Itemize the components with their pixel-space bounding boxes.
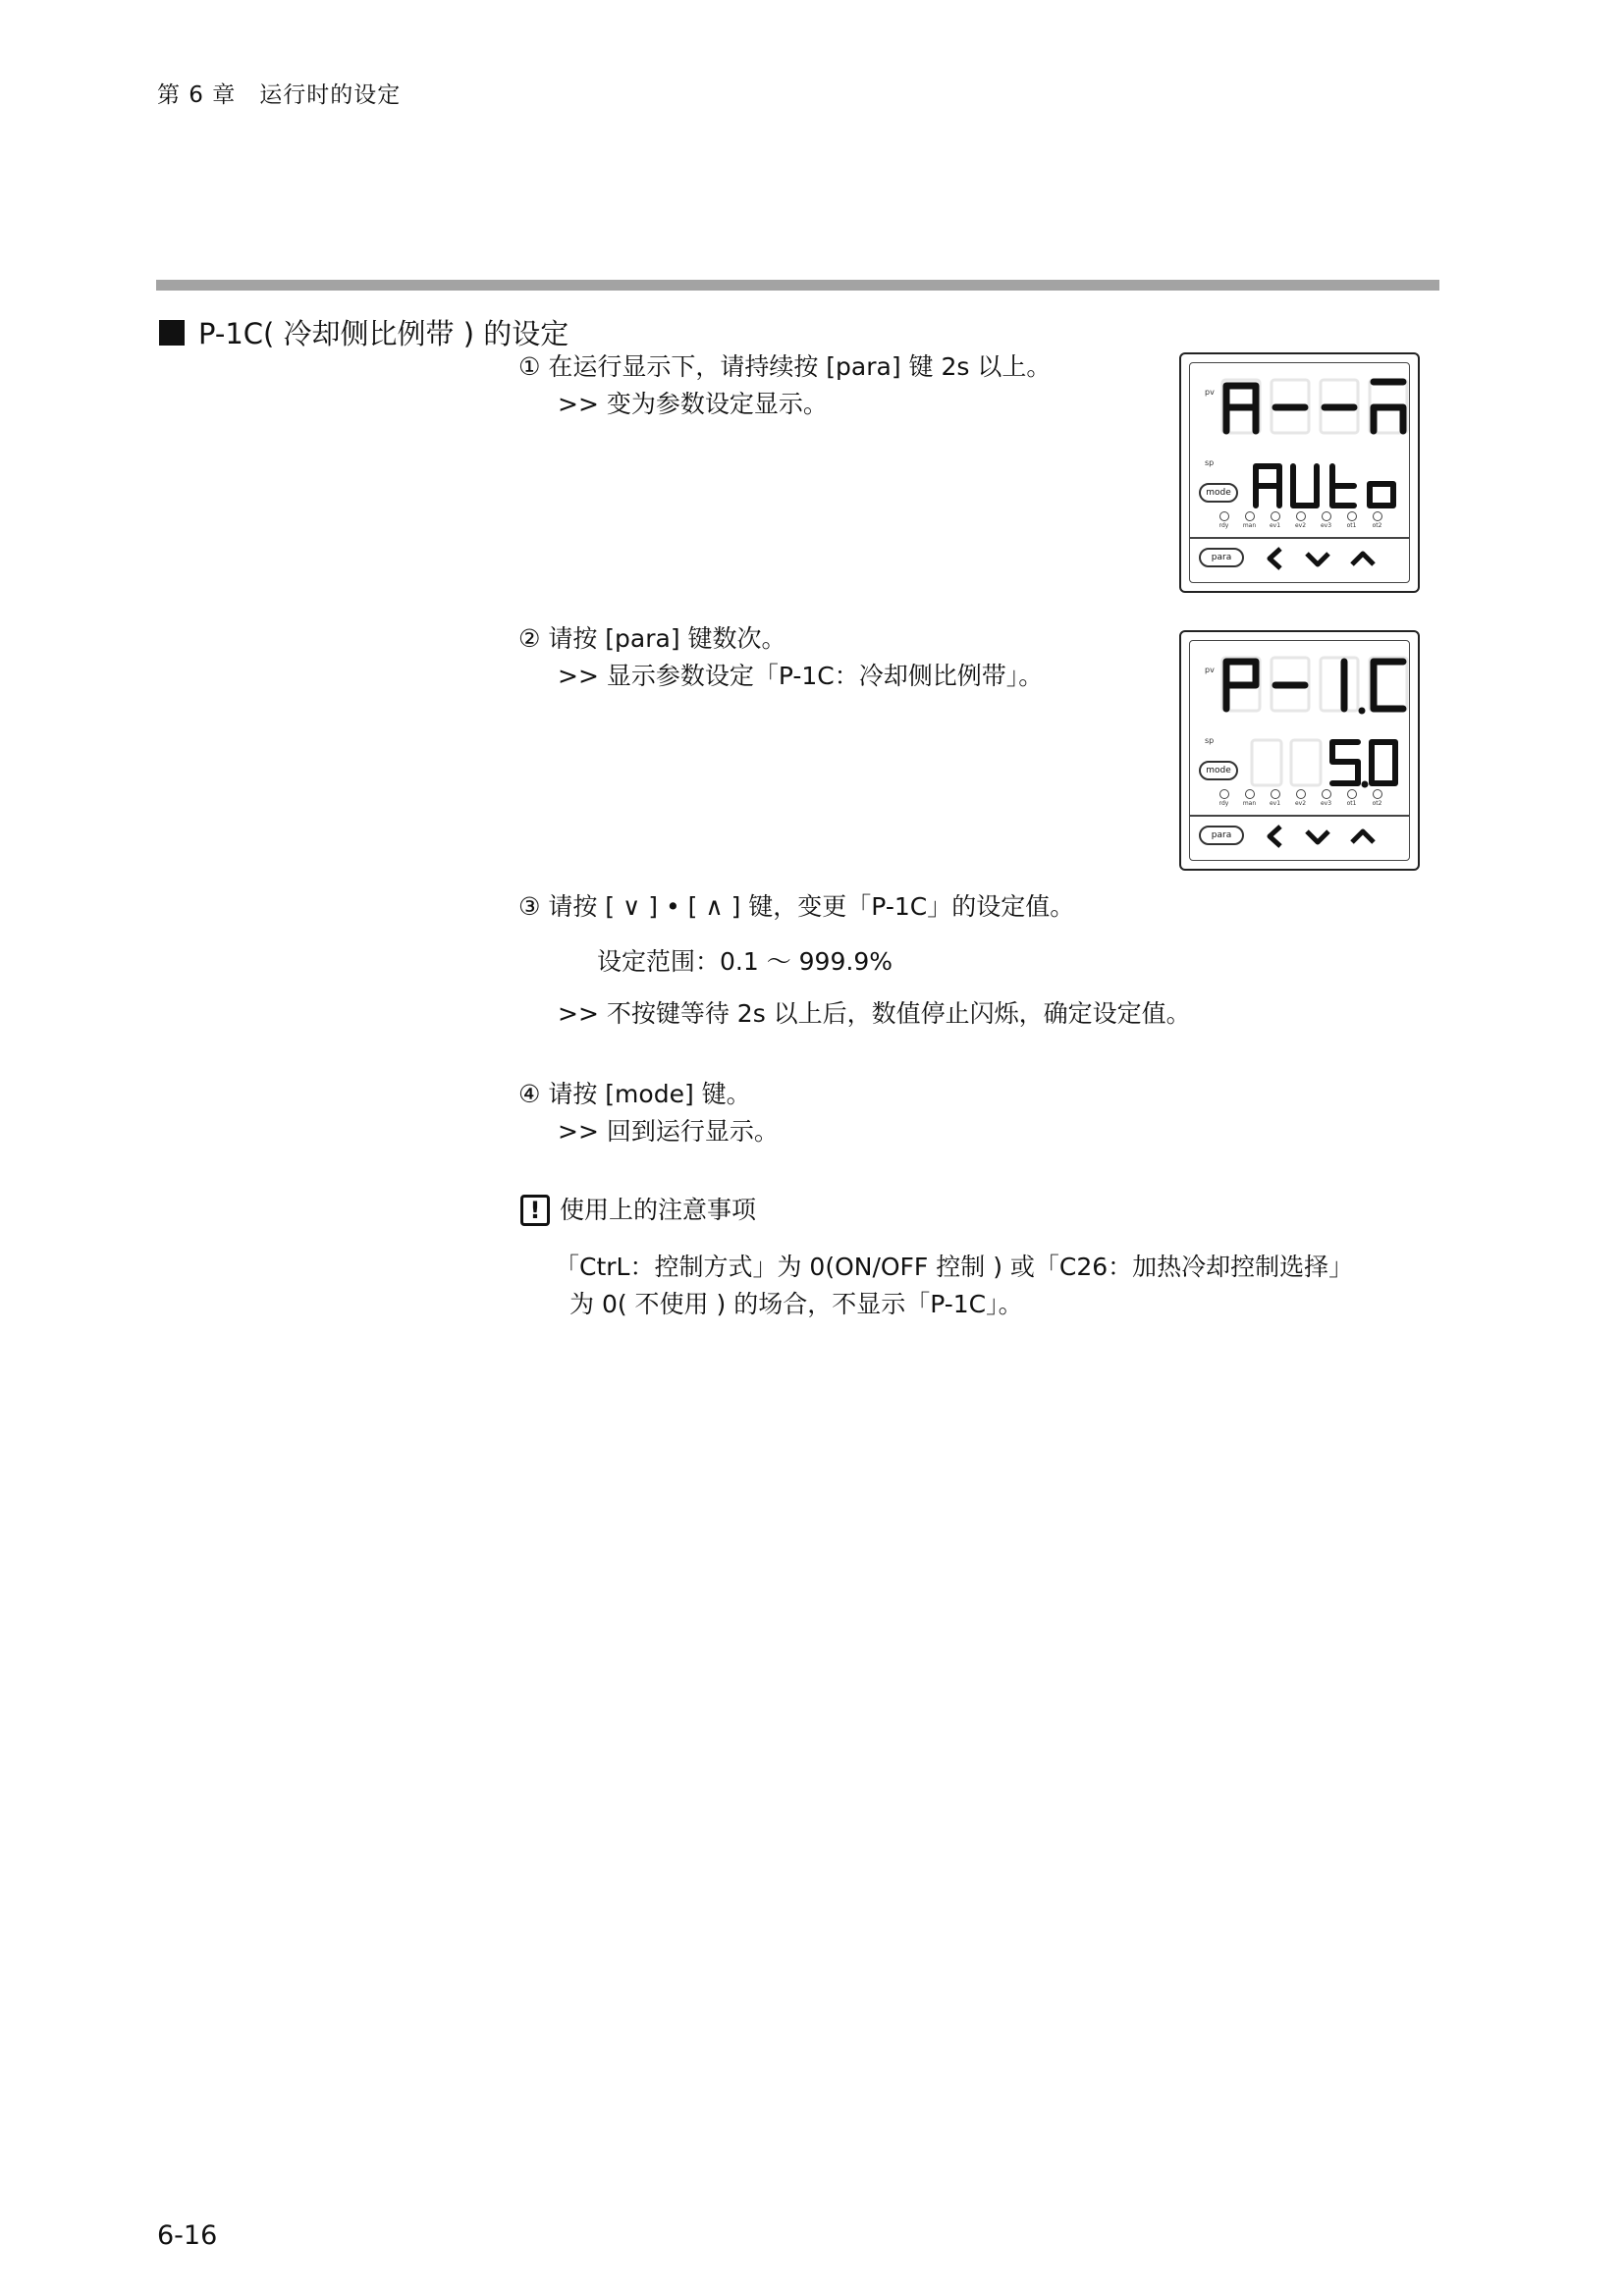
- led-ev3: ev3: [1319, 511, 1333, 529]
- led-ev1: ev1: [1268, 511, 1282, 529]
- mode-button[interactable]: mode: [1199, 483, 1238, 503]
- arrow-keys: [1265, 824, 1377, 849]
- para-button[interactable]: para: [1199, 826, 1244, 845]
- controller-panel-p1c: [1179, 630, 1420, 871]
- sp-label: sp: [1205, 736, 1215, 745]
- bullet-square-icon: [159, 320, 185, 346]
- led-rdy: rdy: [1217, 789, 1231, 807]
- section-divider: [156, 280, 1439, 291]
- led-rdy: rdy: [1217, 511, 1231, 529]
- led-ev1: ev1: [1268, 789, 1282, 807]
- chapter-header: 第 6 章 运行时的设定: [157, 82, 402, 108]
- step-1-main: ① 在运行显示下，请持续按 [para] 键 2s 以上。: [518, 352, 1052, 381]
- led-ev2: ev2: [1293, 511, 1308, 529]
- para-button[interactable]: para: [1199, 548, 1244, 567]
- sp-label: sp: [1205, 458, 1215, 467]
- step-3-result: >> 不按键等待 2s 以上后，数值停止闪烁，确定设定值。: [558, 999, 1191, 1028]
- chevron-up-icon[interactable]: [1349, 824, 1377, 849]
- step-3-main: ③ 请按 [ ∨ ] • [ ∧ ] 键，变更「P-1C」的设定值。: [518, 892, 1075, 921]
- chevron-down-icon[interactable]: [1304, 546, 1331, 571]
- note-line-1: 「CtrL：控制方式」为 0(ON/OFF 控制 ) 或「C26：加热冷却控制选择」: [555, 1253, 1354, 1281]
- step-3-range: 设定范围：0.1 ～ 999.9%: [597, 947, 893, 976]
- section-title: [159, 312, 568, 352]
- mode-button[interactable]: mode: [1199, 761, 1238, 780]
- step-1: [518, 348, 1051, 423]
- step-4-result: >> 回到运行显示。: [558, 1117, 779, 1146]
- pv-label: pv: [1205, 388, 1215, 397]
- status-leds: [1217, 511, 1384, 529]
- chevron-left-icon[interactable]: [1265, 824, 1286, 849]
- chevron-up-icon[interactable]: [1349, 546, 1377, 571]
- sp-display-5-0: [1250, 736, 1407, 789]
- led-ev2: ev2: [1293, 789, 1308, 807]
- arrow-keys: [1265, 546, 1377, 571]
- pv-display-p-1c: [1215, 650, 1411, 719]
- pv-label: pv: [1205, 666, 1215, 674]
- step-2-result: >> 显示参数设定「P-1C：冷却侧比例带」。: [558, 662, 1044, 690]
- step-4-main: ④ 请按 [mode] 键。: [518, 1080, 751, 1108]
- step-2: [518, 620, 1043, 695]
- controller-panel-run: [1179, 352, 1420, 593]
- step-2-main: ② 请按 [para] 键数次。: [518, 624, 786, 653]
- led-man: man: [1242, 511, 1257, 529]
- led-man: man: [1242, 789, 1257, 807]
- note-heading: [520, 1192, 756, 1229]
- step-4: [518, 1076, 779, 1150]
- chevron-left-icon[interactable]: [1265, 546, 1286, 571]
- pv-display-a--n: [1215, 372, 1411, 441]
- status-leds: [1217, 789, 1384, 807]
- led-ot2: ot2: [1370, 511, 1384, 529]
- step-1-result: >> 变为参数设定显示。: [558, 390, 828, 418]
- chevron-down-icon[interactable]: [1304, 824, 1331, 849]
- step-3: [518, 888, 1191, 1033]
- warning-icon: !: [520, 1195, 550, 1226]
- led-ot2: ot2: [1370, 789, 1384, 807]
- note-title: 使用上的注意事项: [560, 1196, 757, 1224]
- section-title-text: P-1C( 冷却侧比例带 ) 的设定: [198, 317, 569, 350]
- page-number: 6-16: [157, 2220, 218, 2251]
- note-body: [555, 1249, 1353, 1323]
- note-line-2: 为 0( 不使用 ) 的场合，不显示「P-1C」。: [569, 1290, 1023, 1318]
- led-ev3: ev3: [1319, 789, 1333, 807]
- led-ot1: ot1: [1344, 511, 1359, 529]
- led-ot1: ot1: [1344, 789, 1359, 807]
- sp-display-auto: [1250, 458, 1407, 511]
